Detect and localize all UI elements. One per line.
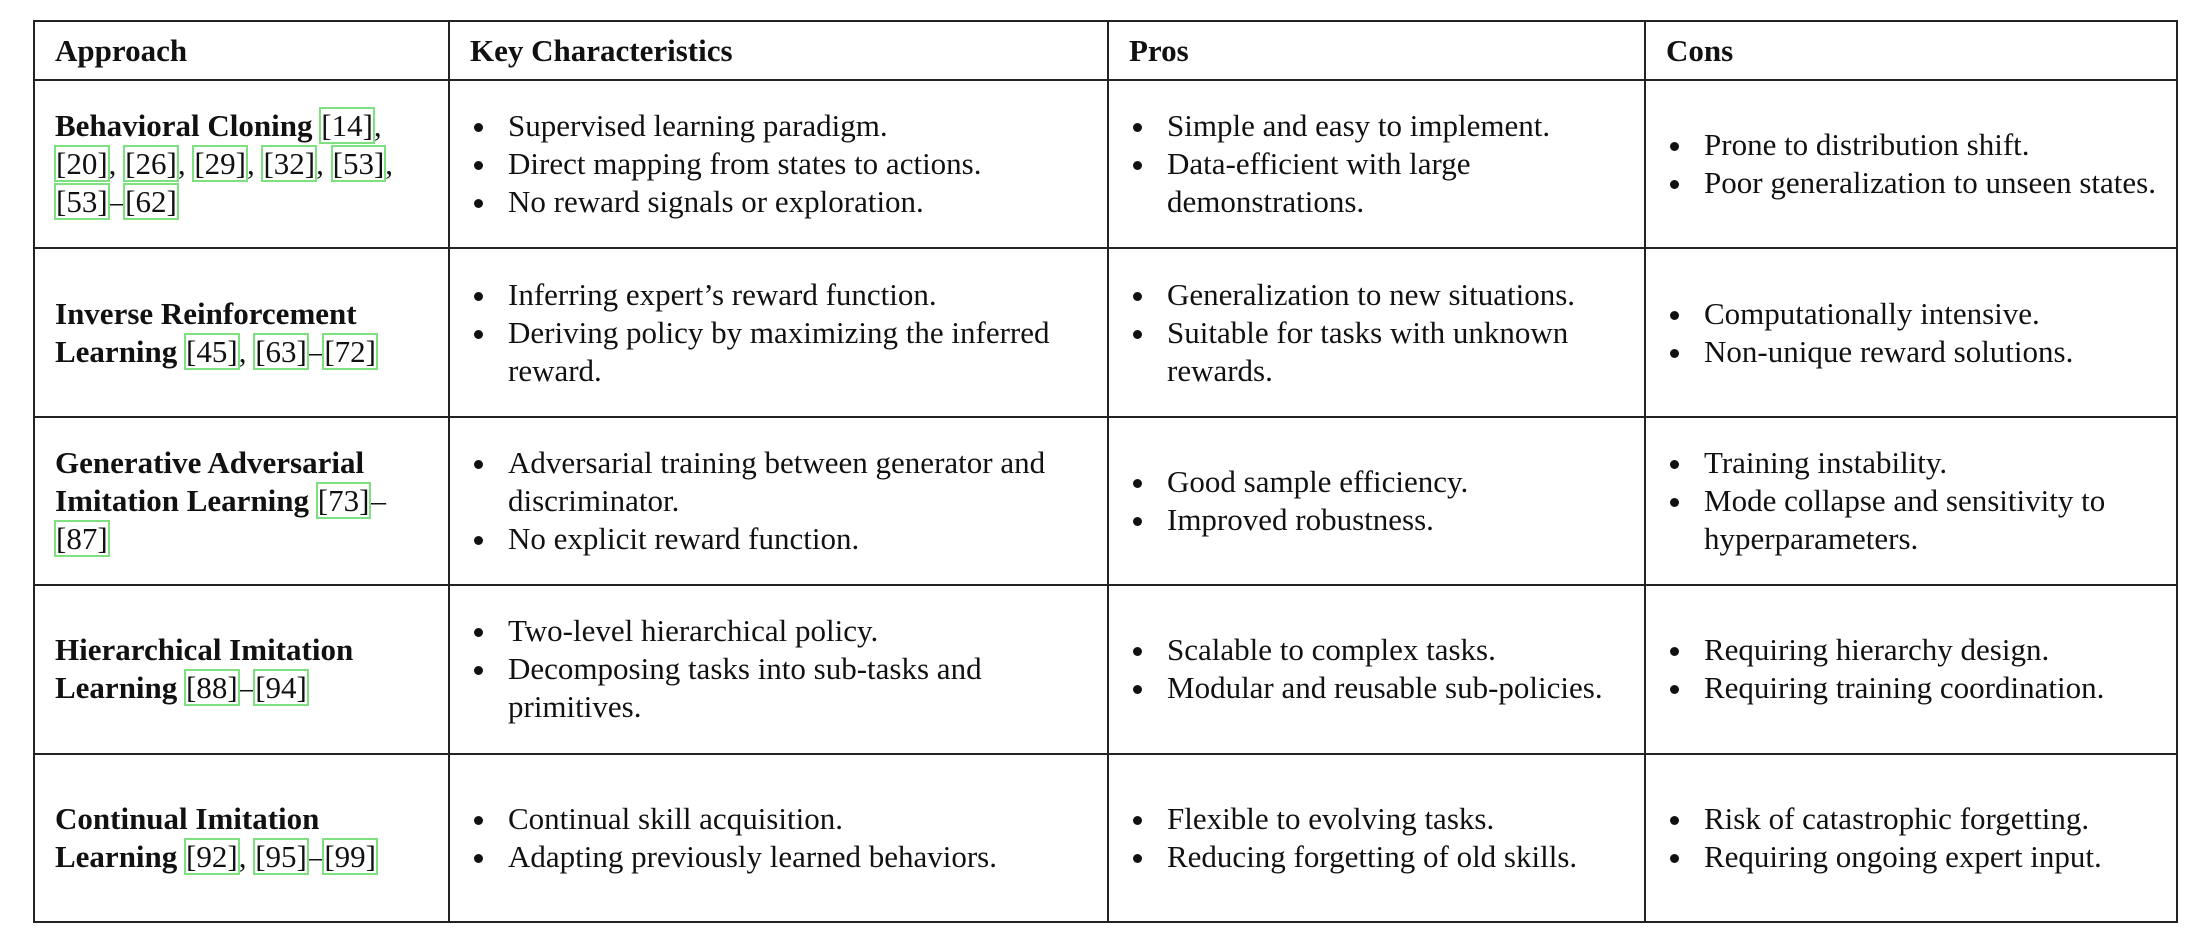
approach-cell bbox=[34, 248, 449, 416]
bullet-icon bbox=[1133, 123, 1142, 132]
pros-list bbox=[1129, 800, 1624, 876]
list-item-text: Scalable to complex tasks. bbox=[1167, 632, 1496, 668]
citation-link[interactable]: [92] bbox=[186, 838, 238, 874]
bullet-icon bbox=[474, 460, 483, 469]
cons-cell bbox=[1645, 754, 2177, 922]
bullet-icon bbox=[1133, 292, 1142, 301]
approach-name: Inverse Reinforcement Learning bbox=[55, 295, 357, 369]
citation-separator: , bbox=[177, 146, 194, 182]
list-item-text: Adapting previously learned behaviors. bbox=[508, 838, 997, 874]
citation-separator: , bbox=[238, 333, 255, 369]
pros-cell bbox=[1108, 417, 1645, 585]
citation-separator: , bbox=[238, 838, 255, 874]
bullet-icon bbox=[1133, 479, 1142, 488]
list-item-text: Flexible to evolving tasks. bbox=[1167, 800, 1495, 836]
cons-cell bbox=[1645, 80, 2177, 248]
list-item bbox=[1666, 482, 2156, 558]
citation-link[interactable]: [32] bbox=[263, 146, 316, 182]
citation-link[interactable]: [63] bbox=[255, 333, 307, 369]
bullet-icon bbox=[1670, 498, 1679, 507]
list-item-text: No reward signals or exploration. bbox=[508, 184, 924, 220]
list-item-text: Good sample efficiency. bbox=[1167, 463, 1469, 499]
approach-cell bbox=[34, 585, 449, 753]
table-row bbox=[34, 248, 2177, 416]
bullet-icon bbox=[474, 854, 483, 863]
bullet-icon bbox=[1670, 647, 1679, 656]
list-item-text: Training instability. bbox=[1704, 444, 1948, 480]
list-item bbox=[1666, 444, 2156, 482]
approach-name: Continual Imitation Learning bbox=[55, 800, 320, 874]
cons-list bbox=[1666, 295, 2156, 371]
list-item-text: Non-unique reward solutions. bbox=[1704, 333, 2074, 369]
table-row bbox=[34, 80, 2177, 248]
characteristics-list bbox=[470, 612, 1087, 726]
citation-link[interactable]: [72] bbox=[324, 333, 377, 369]
list-item bbox=[1129, 145, 1624, 221]
citation-link[interactable]: [53] bbox=[332, 146, 385, 182]
key-characteristics-cell bbox=[449, 80, 1108, 248]
bullet-icon bbox=[1670, 311, 1679, 320]
list-item-text: Direct mapping from states to actions. bbox=[508, 146, 982, 182]
bullet-icon bbox=[474, 816, 483, 825]
cons-cell bbox=[1645, 417, 2177, 585]
list-item-text: Adversarial training between generator and discriminator. bbox=[508, 444, 1046, 518]
citation-separator: – bbox=[307, 838, 324, 874]
bullet-icon bbox=[1670, 854, 1679, 863]
bullet-icon bbox=[1670, 460, 1679, 469]
list-item bbox=[1666, 669, 2156, 707]
citation-link[interactable]: [94] bbox=[255, 670, 307, 706]
list-item bbox=[470, 520, 1087, 558]
list-item bbox=[1666, 333, 2156, 371]
header-cons: Cons bbox=[1645, 21, 2177, 80]
bullet-icon bbox=[1133, 647, 1142, 656]
characteristics-list bbox=[470, 276, 1087, 390]
list-item-text: Requiring hierarchy design. bbox=[1704, 632, 2050, 668]
list-item-text: Simple and easy to implement. bbox=[1167, 108, 1551, 144]
citation-link[interactable]: [73] bbox=[317, 482, 370, 518]
citation-separator bbox=[177, 839, 185, 874]
list-item bbox=[1666, 295, 2156, 333]
list-item-text: Supervised learning paradigm. bbox=[508, 108, 888, 144]
list-item bbox=[1129, 669, 1624, 707]
list-item-text: Decomposing tasks into sub-tasks and primitives. bbox=[508, 651, 982, 725]
header-row bbox=[34, 21, 2177, 80]
bullet-icon bbox=[1133, 816, 1142, 825]
bullet-icon bbox=[1670, 180, 1679, 189]
bullet-icon bbox=[1133, 685, 1142, 694]
bullet-icon bbox=[1670, 685, 1679, 694]
citation-separator: , bbox=[385, 146, 394, 182]
list-item bbox=[1666, 631, 2156, 669]
key-characteristics-cell bbox=[449, 417, 1108, 585]
list-item-text: Two-level hierarchical policy. bbox=[508, 613, 879, 649]
list-item-text: Continual skill acquisition. bbox=[508, 800, 843, 836]
citation-link[interactable]: [88] bbox=[186, 670, 238, 706]
citation-separator: – bbox=[307, 333, 324, 369]
list-item bbox=[470, 183, 1087, 221]
pros-cell bbox=[1108, 585, 1645, 753]
bullet-icon bbox=[474, 292, 483, 301]
list-item-text: Reducing forgetting of old skills. bbox=[1167, 838, 1578, 874]
cons-list bbox=[1666, 800, 2156, 876]
list-item bbox=[470, 276, 1087, 314]
cons-cell bbox=[1645, 248, 2177, 416]
bullet-icon bbox=[1670, 349, 1679, 358]
list-item-text: Modular and reusable sub-policies. bbox=[1167, 670, 1603, 706]
bullet-icon bbox=[474, 161, 483, 170]
list-item bbox=[470, 444, 1087, 520]
bullet-icon bbox=[1133, 161, 1142, 170]
pros-list bbox=[1129, 631, 1624, 707]
list-item-text: Data-efficient with large demonstrations. bbox=[1167, 146, 1471, 220]
list-item bbox=[1666, 164, 2156, 202]
header-pros: Pros bbox=[1108, 21, 1645, 80]
cons-cell bbox=[1645, 585, 2177, 753]
list-item bbox=[470, 612, 1087, 650]
citation-link[interactable]: [87] bbox=[56, 520, 108, 556]
bullet-icon bbox=[1133, 854, 1142, 863]
approach-cell bbox=[34, 417, 449, 585]
list-item-text: Generalization to new situations. bbox=[1167, 276, 1576, 312]
list-item bbox=[470, 838, 1087, 876]
pros-cell bbox=[1108, 248, 1645, 416]
list-item-text: Risk of catastrophic forgetting. bbox=[1704, 800, 2090, 836]
list-item bbox=[1129, 838, 1624, 876]
pros-cell bbox=[1108, 80, 1645, 248]
citation-link[interactable]: [26] bbox=[125, 146, 177, 182]
bullet-icon bbox=[1133, 330, 1142, 339]
approach-name: Generative Adversarial Imitation Learning bbox=[55, 444, 365, 518]
list-item-text: No explicit reward function. bbox=[508, 520, 860, 556]
bullet-icon bbox=[1670, 816, 1679, 825]
bullet-icon bbox=[474, 330, 483, 339]
bullet-icon bbox=[474, 199, 483, 208]
characteristics-list bbox=[470, 800, 1087, 876]
list-item bbox=[1129, 314, 1624, 390]
citation-link[interactable]: [99] bbox=[324, 838, 377, 874]
list-item-text: Inferring expert’s reward function. bbox=[508, 276, 937, 312]
list-item bbox=[470, 107, 1087, 145]
citation-link[interactable]: [45] bbox=[186, 333, 238, 369]
cons-list bbox=[1666, 631, 2156, 707]
key-characteristics-cell bbox=[449, 585, 1108, 753]
characteristics-list bbox=[470, 107, 1087, 221]
comparison-table bbox=[33, 20, 2178, 923]
list-item bbox=[470, 314, 1087, 390]
citation-separator bbox=[177, 334, 185, 369]
list-item bbox=[470, 800, 1087, 838]
bullet-icon bbox=[474, 123, 483, 132]
list-item-text: Suitable for tasks with unknown rewards. bbox=[1167, 314, 1569, 388]
header-approach: Approach bbox=[34, 21, 449, 80]
table-row bbox=[34, 754, 2177, 922]
table-row bbox=[34, 585, 2177, 753]
citation-separator: , bbox=[373, 108, 382, 144]
list-item bbox=[470, 650, 1087, 726]
approach-cell bbox=[34, 80, 449, 248]
header-key-characteristics: Key Characteristics bbox=[449, 21, 1108, 80]
list-item-text: Poor generalization to unseen states. bbox=[1704, 165, 2156, 201]
citation-link[interactable]: [95] bbox=[255, 838, 307, 874]
approach-cell bbox=[34, 754, 449, 922]
list-item-text: Requiring ongoing expert input. bbox=[1704, 838, 2102, 874]
list-item bbox=[1666, 800, 2156, 838]
approach-name: Behavioral Cloning bbox=[55, 108, 313, 144]
list-item-text: Computationally intensive. bbox=[1704, 295, 2040, 331]
citation-separator: , bbox=[246, 146, 263, 182]
citation-separator bbox=[177, 670, 185, 705]
list-item bbox=[1129, 276, 1624, 314]
list-item-text: Requiring training coordination. bbox=[1704, 670, 2105, 706]
bullet-icon bbox=[474, 628, 483, 637]
pros-cell bbox=[1108, 754, 1645, 922]
citation-link[interactable]: [29] bbox=[194, 146, 246, 182]
bullet-icon bbox=[474, 536, 483, 545]
citation-link[interactable]: [53] bbox=[56, 184, 108, 220]
pros-list bbox=[1129, 107, 1624, 221]
cons-list bbox=[1666, 126, 2156, 202]
citation-separator: , bbox=[316, 146, 332, 182]
list-item bbox=[1129, 501, 1624, 539]
list-item bbox=[1129, 463, 1624, 501]
bullet-icon bbox=[1670, 142, 1679, 151]
citation-separator: , bbox=[108, 146, 125, 182]
citation-separator: – bbox=[370, 482, 386, 518]
list-item bbox=[1129, 800, 1624, 838]
key-characteristics-cell bbox=[449, 754, 1108, 922]
table-body bbox=[34, 80, 2177, 922]
citation-link[interactable]: [62] bbox=[125, 184, 177, 220]
pros-list bbox=[1129, 276, 1624, 390]
citation-separator bbox=[309, 483, 317, 518]
citation-separator: – bbox=[108, 184, 125, 220]
pros-list bbox=[1129, 463, 1624, 539]
citation-separator: – bbox=[238, 670, 255, 706]
characteristics-list bbox=[470, 444, 1087, 558]
list-item-text: Prone to distribution shift. bbox=[1704, 127, 2030, 163]
key-characteristics-cell bbox=[449, 248, 1108, 416]
list-item-text: Improved robustness. bbox=[1167, 501, 1434, 537]
list-item bbox=[1666, 838, 2156, 876]
list-item-text: Deriving policy by maximizing the inferred reward. bbox=[508, 314, 1050, 388]
bullet-icon bbox=[1133, 517, 1142, 526]
table-row bbox=[34, 417, 2177, 585]
citation-link[interactable]: [14] bbox=[321, 108, 373, 144]
list-item bbox=[1666, 126, 2156, 164]
cons-list bbox=[1666, 444, 2156, 558]
list-item bbox=[1129, 631, 1624, 669]
list-item bbox=[1129, 107, 1624, 145]
approach-name: Hierarchical Imitation Learning bbox=[55, 632, 354, 706]
list-item-text: Mode collapse and sensitivity to hyperparameters. bbox=[1704, 482, 2106, 556]
citation-link[interactable]: [20] bbox=[56, 146, 108, 182]
bullet-icon bbox=[474, 666, 483, 675]
list-item bbox=[470, 145, 1087, 183]
